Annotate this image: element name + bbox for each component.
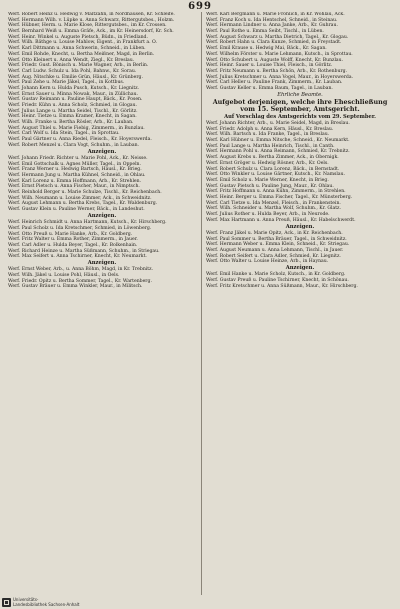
page-number: 699 xyxy=(188,1,212,12)
notice-entry: Werf. August Krebs u. Bertha Zimmer, Ack., in Obernigk. xyxy=(206,155,339,161)
notice-entry: Werf. August Schwarz u. Martha Dietrich, Tagel., Kr. Glogau. xyxy=(206,34,349,40)
notice-entry: Werf. Max Seifert u. Anna Tschirner, Knecht, Kr. Neumarkt. xyxy=(8,254,147,260)
notice-entry: Werf. Reinhold Berger u. Marie Schulze, Tischl., Kr. Reichenbach. xyxy=(8,190,162,196)
notice-entry: Werf. Heinr. Winkel u. Auguste Pietsch, Büdn., in Friedland. xyxy=(8,34,148,40)
notice-entry: Werf. Paul Sommer u. Bertha Bräuer, Tagel., in Schweidnitz. xyxy=(206,236,347,242)
notice-entry: Werf. Richard Heinze u. Martha Süßmann, Schuhm., in Striegau. xyxy=(8,248,160,254)
notice-entry: Werf. Heinr. Tietze u. Emma Kramer, Knecht, in Sagan. xyxy=(8,114,137,120)
notice-entry: Werf. Paul Scholz u. Ida Kretschmer, Schmied, in Löwenberg. xyxy=(8,225,152,231)
notice-entry: Werf. Robert Hahn u. Clara Kunze, Schmied, in Freystadt. xyxy=(206,40,342,46)
notice-entry: Werf. Max Hartmann u. Anna Preuß, Häusl., Kr. Habelschwerdt. xyxy=(206,217,356,223)
notice-entry: Werf. Wilh. Jäkel u. Louise Pohl, Häusl., in Oels. xyxy=(8,273,120,279)
notice-entry: Werf. Karl Lorenz u. Emma Hoffmann, Arb., Kr. Strehlen. xyxy=(8,178,142,184)
logo-line-2: Landesbibliothek Sachsen-Anhalt xyxy=(13,601,80,607)
notice-entry: Werf. Friedr. Opitz u. Bertha Sommer, Tagel., Kr. Wartenberg. xyxy=(8,278,152,284)
notice-entry: Werf. Fritz Neumann u. Bertha Schön, Arb., Kr. Rothenburg. xyxy=(206,68,348,74)
notice-entry: Werf. Gustav Bräuer u. Emma Winkler, Maur., in Militsch. xyxy=(8,284,143,290)
notice-entry: Werf. Gustav Preuß u. Pauline Tschirner, Knecht, in Schönau. xyxy=(206,278,349,284)
left-heading-2: Anzeigen. xyxy=(87,213,117,220)
notice-entry: Werf. Hermann Weber u. Emma Klein, Schneid., Kr. Striegau. xyxy=(206,242,350,248)
library-logo xyxy=(2,598,79,607)
notice-entry: Werf. Ernst Pietsch u. Anna Fischer, Maur., in Nimptsch. xyxy=(8,184,140,190)
notice-entry: Werf. Wilh. Franke u. Bertha Rösler, Arb., Kr. Lauban. xyxy=(8,120,134,126)
notice-entry: Werf. Hermann Pohl u. Anna Reimann, Schmied, Kr. Trebnitz. xyxy=(206,149,350,155)
left-heading-3: Anzeigen. xyxy=(87,260,117,267)
notice-entry: Werf. Franz Koch u. Ida Hentschel, Schneid., in Steinau. xyxy=(206,17,338,23)
notice-entry: Werf. Franz Jäkel u. Marie Opitz, Ack., in Kr. Reichenbach. xyxy=(206,230,343,236)
notice-entry: Werf. Carl Wolf u. Ida Stein, Tagel., in Sprottau. xyxy=(8,131,120,137)
notice-entry: Werf. Friedr. Gust. Bönisch u. Marie Wagner, Arb., in Berlin. xyxy=(8,63,149,69)
right-heading-4: Anzeigen. xyxy=(285,265,315,272)
notice-entry: Werf. Hermann Jung u. Martha Kühnel, Schneid., in Ohlau. xyxy=(8,172,146,178)
notice-entry: Werf. Karl Dittmann u. Anna Schwerin, Schneid., in Lüben. xyxy=(8,46,146,52)
notice-entry: Werf. Fritz Walter u. Emma Rother, Zimmerm., in Jauer. xyxy=(8,237,138,243)
notice-entry: Werf. August Neumann u. Anna Lehmann, Tischl., in Jauer. xyxy=(206,247,344,253)
notice-entry: Werf. Karl Hübner u. Emma Nitsche, Schneid., Kr. Neumarkt. xyxy=(206,138,350,144)
notice-entry: Werf. Wilh. Bartsch u. Ida Franke, Tagel., in Breslau. xyxy=(206,132,330,138)
notice-entry: Werf. Hübner, Herm. u. Marie Klose, Rittergutsbes., im Kr. Crossen. xyxy=(8,23,167,29)
notice-entry: Werf. Julius Kretschmer u. Anna Vogel, Maur., in Hoyerswerda. xyxy=(206,74,354,80)
notice-entry: Werf. Robert Heinz u. Hedwig v. Maltzahn, in Nordhausen, Kr. Schleife. xyxy=(8,12,175,17)
notice-entry: Werf. Emil Gottschalk u. Agnes Müller, Tagel., in Oppeln. xyxy=(8,161,141,167)
notice-entry: Werf. Gustav Klein u. Pauline Werner, Bäck., in Landeshut. xyxy=(8,207,145,213)
notice-entry: Werf. Carl Heller u. Pauline Frank, Zimmerm., Kr. Lauban. xyxy=(206,80,343,86)
left-column xyxy=(8,12,196,595)
notice-entry: Werf. Paul Zehe u. Marie Jäkel, Tagel., in Kottbus. xyxy=(8,80,125,86)
notice-entry: Werf. Hermann Wilh. v. Lüpke u. Anna Schwarz, Rittergutsbes., Holzm. xyxy=(8,17,175,23)
notice-entry: Werf. Julius Lange u. Martha Seidel, Tischl., Kr. Görlitz. xyxy=(8,108,138,114)
notice-entry: Werf. Ernst Gröger u. Hedwig Rösner, Arb., Kr. Oels. xyxy=(206,160,329,166)
right-heading-1: Ehrliche Beamte. xyxy=(277,92,323,99)
notice-entry: Werf. Robert Menzel u. Clara Vogt, Schuhm., in Lauban. xyxy=(8,142,139,148)
notice-entry: Werf. Ernst Weber, Arb., u. Anna Böhm, Magd, in Kr. Trebnitz. xyxy=(8,267,153,273)
notice-entry: Werf. Emil Rohde, Knecht, u. Bertha Meißner, Magd, in Berlin. xyxy=(8,51,155,57)
notice-entry: Werf. Otto Winkler u. Louise Gärtner, Kutsch., Kr. Namslau. xyxy=(206,172,346,178)
right-sub-heading: Auf Vorschlag des Amtsgerichts vom 29. September. xyxy=(224,114,376,121)
library-logo-icon xyxy=(2,598,11,607)
notice-entry: Werf. Hermann Lindner u. Anna Janke, Arb., Kr. Guhrau. xyxy=(206,23,338,29)
notice-entry: Werf. Wilh. Neumann u. Louise Zimmer, Ack., in Schweidnitz. xyxy=(8,195,152,201)
notice-entry: Werf. Carl Tietze u. Ida Menzel, Fleisch., in Frankenstein. xyxy=(206,200,341,206)
notice-entry: Werf. Ernst Sauer u. Minna Nowak, Maur., in Züllichau. xyxy=(8,91,139,97)
notice-entry: Werf. Gustav Pietsch u. Pauline Jung, Maur., Kr. Ohlau. xyxy=(206,183,334,189)
notice-entry: Werf. Emil Krause u. Hedwig Mai, Bäck., Kr. Sagan. xyxy=(206,46,327,52)
notice-entry: Werf. Johann Kern u. Hulda Pusch, Kutsch., Kr. Liegnitz. xyxy=(8,85,140,91)
notice-entry: Werf. Wilh. Schneider u. Martha Wolf, Schuhm., Kr. Glatz. xyxy=(206,206,341,212)
notice-entry: Werf. Wilhelm Förster u. Marie Lehmann, Kutsch., in Sprottau. xyxy=(206,51,353,57)
right-heading-2: Aufgebot derjenigen, welche ihre Eheschließung vom 15. September, Amtsgericht. xyxy=(212,98,388,114)
right-entries-c xyxy=(206,231,394,265)
notice-entry: Werf. Carl Ludw. Schulz u. Ida Pohl, Bahnw., Kr. Sorau. xyxy=(8,68,137,74)
notice-entry: Werf. Robert Seifert u. Clara Adler, Schmied, Kr. Liegnitz. xyxy=(206,253,341,259)
notice-entry: Werf. Otto Kleinert u. Anna Wendt, Ziegl., Kr. Breslau. xyxy=(8,57,135,63)
notice-entry: Werf. Carl Adler u. Hulda Beyer, Tagel., Kr. Bolkenhain. xyxy=(8,242,138,248)
notice-entry: Werf. Friedr. Adolph u. Anna Kern, Häusl., Kr. Breslau. xyxy=(206,126,334,132)
notice-entry: Werf. Heinrich Schmidt u. Anna Hartmann, Kutsch., Kr. Hirschberg. xyxy=(8,220,167,226)
right-column xyxy=(201,12,394,595)
notice-entry: Werf. Otto Schubert u. Auguste Wolff, Knecht, Kr. Bunzlau. xyxy=(206,57,344,63)
notice-entry: Werf. Johann Friedr. Richter u. Marie Pohl, Ack., Kr. Neisse. xyxy=(8,155,148,161)
notice-entry: Werf. Otto Preuß u. Marie Hanke, Arb., Kr. Goldberg. xyxy=(8,231,133,237)
notice-entry: Werf. Emil Hanke u. Marie Scholz, Kutsch., in Kr. Goldberg. xyxy=(206,272,346,278)
left-heading-1: Anzeigen. xyxy=(87,148,117,155)
notice-entry: Werf. Paul Gärtner u. Anna Riedel, Fleisch., Kr. Hoyerswerda. xyxy=(8,137,152,143)
right-entries-d xyxy=(206,272,394,288)
notice-entry: Werf. Bernhard Weiß u. Emma Gräfe, Ack., im Kr. Heinersdorf, Kr. Sch. xyxy=(8,29,174,35)
notice-entry: Werf. Friedr. Kühn u. Anna Scholz, Schmied, in Glogau. xyxy=(8,103,138,108)
columns xyxy=(8,12,394,595)
notice-entry: Werf. Paul Lange u. Martha Heinrich, Tischl., in Canth. xyxy=(206,143,335,149)
notice-entry: Werf. Paul Rothe u. Emma Seibt, Tischl., in Lüben. xyxy=(206,29,324,35)
notice-entry: Werf. Gustav Keller u. Emma Baum, Tagel., in Lauban. xyxy=(206,85,333,91)
notice-entry: Werf. Franz Werner u. Hedwig Bartsch, Häusl., Kr. Brieg. xyxy=(8,167,142,173)
notice-entry: Werf. Karl Bergmann u. Marie Fröhlich, in Kr. Wohlau, Ack. xyxy=(206,12,345,17)
notice-entry: Werf. Aug. Nitschke u. Emilie Grün, Häusl., Kr. Grünberg. xyxy=(8,74,143,80)
notice-entry: Werf. Julius Rother u. Hulda Beyer, Arb., in Neurode. xyxy=(206,212,330,218)
notice-entry: Werf. Johann Richter, Arb., u. Marie Seidel, Magd, in Breslau. xyxy=(206,121,350,127)
notice-entry: Werf. Wilh. Bäthge u. Louise Mahlow, Eigent., in Frankfurt a. O. xyxy=(8,40,158,46)
notice-entry: Werf. Gustav Reimann u. Pauline Haupt, Bäck., Kr. Posen. xyxy=(8,97,143,103)
right-entries-b xyxy=(206,121,394,223)
left-entries-b xyxy=(8,156,196,212)
notice-entry: Werf. Emil Scholz u. Marie Werner, Knecht, in Brieg. xyxy=(206,177,329,183)
notice-entry: Werf. Fritz Hoffmann u. Anna Kühn, Zimmerm., in Strehlen. xyxy=(206,189,346,195)
left-entries-d xyxy=(8,267,196,289)
left-entries-a xyxy=(8,12,196,148)
notice-entry: Werf. Fritz Kretschmer u. Anna Süßmann, Maur., Kr. Hirschberg. xyxy=(206,283,358,289)
right-heading-3: Anzeigen. xyxy=(285,223,315,230)
notice-entry: Werf. Heinr. Sauer u. Louise Thiel, Fleisch., in Görlitz. xyxy=(206,63,333,69)
right-entries-a xyxy=(206,12,394,91)
notice-entry: Werf. August Lehmann u. Bertha Krebs, Tagel., Kr. Waldenburg. xyxy=(8,201,158,207)
notice-entry: Werf. August Thiel u. Marie Fiebig, Zimmerm., in Bunzlau. xyxy=(8,125,145,131)
notice-entry: Werf. Robert Schulz u. Clara Lorenz, Bäck., in Bernstadt. xyxy=(206,166,340,172)
notice-entry: Werf. Otto Walter u. Louise Heinze, Arb., in Haynau. xyxy=(206,259,329,265)
notice-entry: Werf. Heinr. Berger u. Emma Fischer, Tagel., Kr. Münsterberg. xyxy=(206,194,353,200)
left-entries-c xyxy=(8,220,196,259)
logo-line-1: Universitäts- xyxy=(13,597,39,603)
